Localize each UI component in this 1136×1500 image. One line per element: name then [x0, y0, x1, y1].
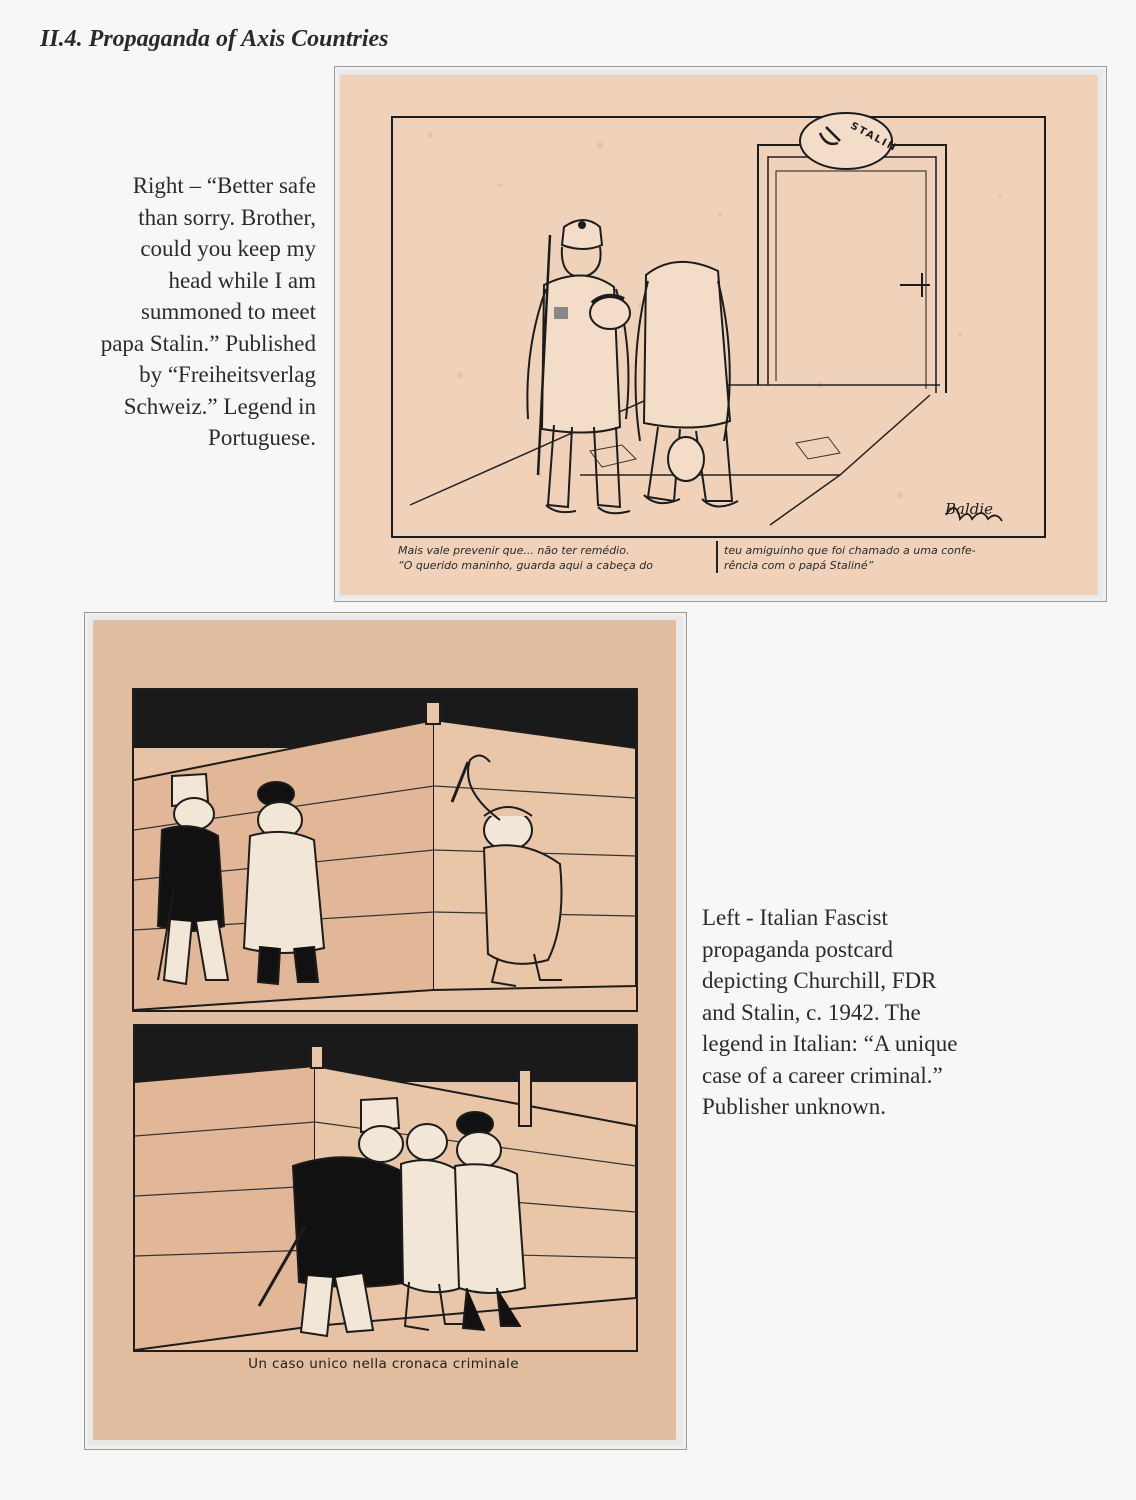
- postcard-bottom-legend: Un caso unico nella cronaca criminale: [248, 1356, 519, 1372]
- caption-line: Publisher unknown.: [702, 1094, 886, 1119]
- cartoon-panel-1-art: [134, 690, 636, 1010]
- caption-line: than sorry. Brother,: [138, 204, 316, 230]
- caption-line: by “Freiheitsverlag: [139, 362, 316, 387]
- legend-line: Mais vale prevenir que... não ter remédio.: [398, 544, 630, 557]
- legend-line: rência com o papá Staliné”: [724, 559, 874, 572]
- caption-line: and Stalin, c. 1942. The: [702, 999, 921, 1025]
- legend-line: “O querido maninho, guarda aqui a cabeça do: [398, 559, 653, 572]
- legend-line: teu amiguinho que foi chamado a uma confe-: [724, 544, 976, 557]
- caption-line: Portuguese.: [208, 425, 316, 450]
- caption-line: papa Stalin.” Published: [100, 330, 316, 356]
- caption-line: could you keep my: [140, 236, 316, 261]
- legend-divider: [716, 541, 718, 573]
- caption-line: Right – “Better safe: [132, 173, 316, 198]
- door-sign-text: STALIN: [848, 120, 900, 155]
- caption-line: Schweiz.” Legend in: [123, 393, 316, 419]
- caption-line: head while I am: [168, 267, 316, 293]
- caption-line: Left - Italian Fascist: [702, 905, 888, 930]
- cartoon-panel-1: [132, 688, 638, 1012]
- caption-line: summoned to meet: [140, 299, 316, 324]
- caption-line: depicting Churchill, FDR: [702, 968, 937, 993]
- caption-line: legend in Italian: “A unique: [702, 1031, 958, 1056]
- cartoon-panel-2: [133, 1024, 638, 1352]
- caption-line: case of a career criminal.”: [702, 1062, 943, 1088]
- caption-top-card: [40, 170, 316, 454]
- signature: Baldie: [945, 500, 994, 518]
- postcard-top-legend-left: [398, 543, 653, 573]
- caption-bottom-card: [702, 902, 1022, 1123]
- caption-line: propaganda postcard: [702, 936, 893, 962]
- cartoon-panel-2-art: [135, 1026, 636, 1350]
- postcard-top-legend-right: [724, 543, 976, 573]
- page-title: II.4. Propaganda of Axis Countries: [40, 26, 389, 52]
